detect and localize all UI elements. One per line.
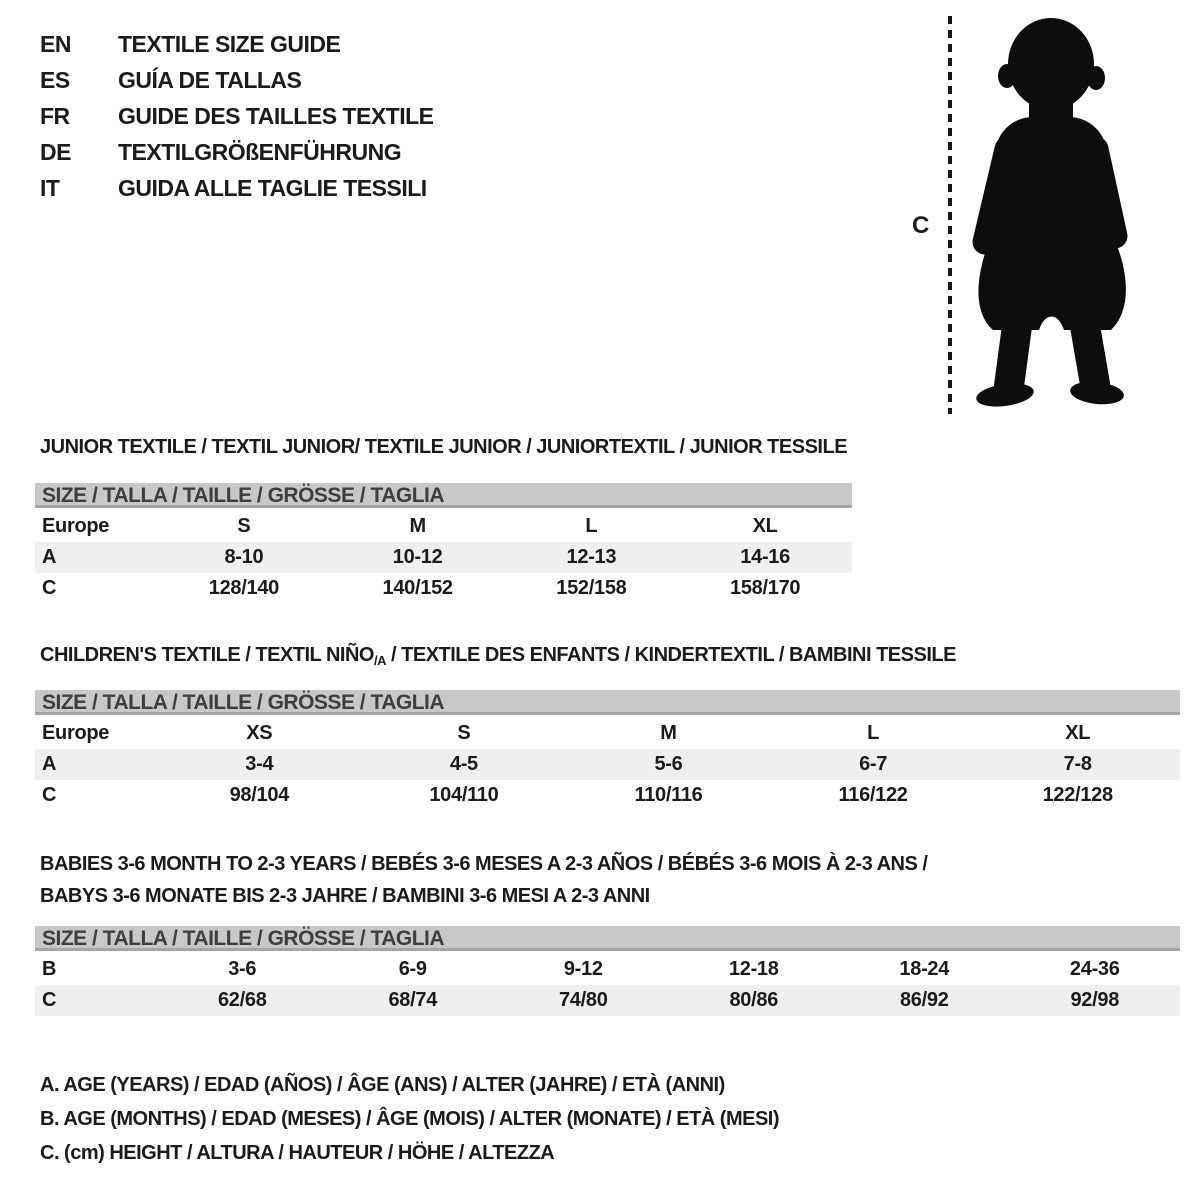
- height-measure-label: C: [912, 212, 930, 239]
- cell-value: 3-4: [245, 753, 274, 775]
- cell-value: 86/92: [899, 989, 949, 1011]
- cell-value: 62/68: [217, 989, 267, 1011]
- row-label: Europe: [42, 722, 110, 744]
- cell-value: 14-16: [740, 546, 790, 568]
- cell-value: 24-36: [1069, 958, 1120, 980]
- baby-silhouette-icon: [965, 14, 1140, 414]
- children-heading-sub: /A: [373, 653, 386, 668]
- cell-value: L: [867, 722, 880, 744]
- cell-value: M: [660, 722, 677, 744]
- cell-value: 7-8: [1063, 753, 1092, 775]
- lang-code: FR: [40, 102, 70, 129]
- cell-value: 8-10: [224, 546, 264, 568]
- lang-label: GUIDE DES TAILLES TEXTILE: [118, 102, 434, 129]
- children-size-table: [35, 718, 1180, 811]
- cell-value: 80/86: [729, 989, 779, 1011]
- cell-value: 5-6: [654, 753, 683, 775]
- junior-size-table: [35, 511, 852, 604]
- table-row: [35, 985, 1180, 1016]
- row-label: B: [42, 958, 57, 980]
- cell-value: L: [585, 515, 598, 537]
- babies-heading-line1: BABIES 3-6 MONTH TO 2-3 YEARS / BEBÉS 3-6 MESES A 2-3 AÑOS / BÉBÉS 3-6 MOIS À 2-3 ANS /: [40, 853, 928, 875]
- cell-value: S: [457, 722, 471, 744]
- table-row: [35, 573, 852, 604]
- lang-code: ES: [40, 66, 70, 93]
- table-row: [35, 542, 852, 573]
- lang-row-es: [40, 62, 434, 98]
- table-row: [35, 749, 1180, 780]
- cell-value: 152/158: [556, 577, 627, 599]
- lang-code: EN: [40, 30, 71, 57]
- lang-row-fr: [40, 98, 434, 134]
- children-section-heading: [40, 644, 956, 668]
- cell-value: 92/98: [1070, 989, 1120, 1011]
- children-size-header: SIZE / TALLA / TAILLE / GRÖSSE / TAGLIA: [35, 690, 1180, 715]
- cell-value: 98/104: [229, 784, 289, 806]
- cell-value: 74/80: [558, 989, 608, 1011]
- cell-value: 140/152: [382, 577, 453, 599]
- junior-section-heading: JUNIOR TEXTILE / TEXTIL JUNIOR/ TEXTILE JUNIOR / JUNIORTEXTIL / JUNIOR TESSILE: [40, 436, 848, 458]
- cell-value: 4-5: [449, 753, 478, 775]
- cell-value: 128/140: [208, 577, 279, 599]
- cell-value: S: [237, 515, 251, 537]
- cell-value: 18-24: [899, 958, 950, 980]
- table-row: [35, 511, 852, 542]
- table-row: [35, 954, 1180, 985]
- cell-value: XS: [246, 722, 273, 744]
- legend-line-a: A. AGE (YEARS) / EDAD (AÑOS) / ÂGE (ANS) / ALTER (JAHRE) / ETÀ (ANNI): [40, 1074, 725, 1096]
- cell-value: 9-12: [563, 958, 603, 980]
- lang-label: TEXTILE SIZE GUIDE: [118, 30, 341, 57]
- height-dashed-line: [948, 16, 952, 414]
- lang-row-it: [40, 170, 434, 206]
- cell-value: 12-18: [728, 958, 779, 980]
- language-title-block: [40, 26, 434, 206]
- row-label: A: [42, 753, 57, 775]
- cell-value: 10-12: [392, 546, 443, 568]
- cell-value: XL: [1065, 722, 1091, 744]
- cell-value: 12-13: [566, 546, 617, 568]
- row-label: C: [42, 577, 57, 599]
- cell-value: 116/122: [838, 784, 908, 806]
- cell-value: 6-9: [398, 958, 427, 980]
- babies-size-table: [35, 954, 1180, 1016]
- row-label: A: [42, 546, 57, 568]
- cell-value: 122/128: [1042, 784, 1113, 806]
- table-row: [35, 780, 1180, 811]
- legend-line-b: B. AGE (MONTHS) / EDAD (MESES) / ÂGE (MOIS) / ALTER (MONATE) / ETÀ (MESI): [40, 1108, 780, 1130]
- cell-value: 104/110: [429, 784, 499, 806]
- lang-code: IT: [40, 174, 60, 201]
- cell-value: 3-6: [228, 958, 257, 980]
- lang-code: DE: [40, 138, 71, 165]
- cell-value: 68/74: [388, 989, 438, 1011]
- babies-section-heading: [40, 848, 927, 912]
- cell-value: M: [409, 515, 426, 537]
- lang-label: TEXTILGRÖßENFÜHRUNG: [118, 138, 402, 165]
- lang-label: GUIDA ALLE TAGLIE TESSILI: [118, 174, 427, 201]
- row-label: Europe: [42, 515, 110, 537]
- legend-line-c: C. (cm) HEIGHT / ALTURA / HAUTEUR / HÖHE / ALTEZZA: [40, 1142, 555, 1164]
- lang-row-en: [40, 26, 434, 62]
- cell-value: XL: [752, 515, 778, 537]
- cell-value: 6-7: [859, 753, 888, 775]
- cell-value: 110/116: [634, 784, 703, 806]
- babies-heading-line2: BABYS 3-6 MONATE BIS 2-3 JAHRE / BAMBINI 3-6 MESI A 2-3 ANNI: [40, 885, 650, 907]
- table-row: [35, 718, 1180, 749]
- lang-label: GUÍA DE TALLAS: [118, 66, 302, 93]
- junior-size-header: SIZE / TALLA / TAILLE / GRÖSSE / TAGLIA: [35, 483, 852, 508]
- row-label: C: [42, 784, 57, 806]
- row-label: C: [42, 989, 57, 1011]
- children-heading-post: / TEXTILE DES ENFANTS / KINDERTEXTIL / BAMBINI TESSILE: [385, 644, 956, 666]
- cell-value: 158/170: [730, 577, 801, 599]
- legend-block: [40, 1068, 779, 1170]
- lang-row-de: [40, 134, 434, 170]
- children-heading-pre: CHILDREN'S TEXTILE / TEXTIL NIÑO: [40, 644, 374, 666]
- babies-size-header: SIZE / TALLA / TAILLE / GRÖSSE / TAGLIA: [35, 926, 1180, 951]
